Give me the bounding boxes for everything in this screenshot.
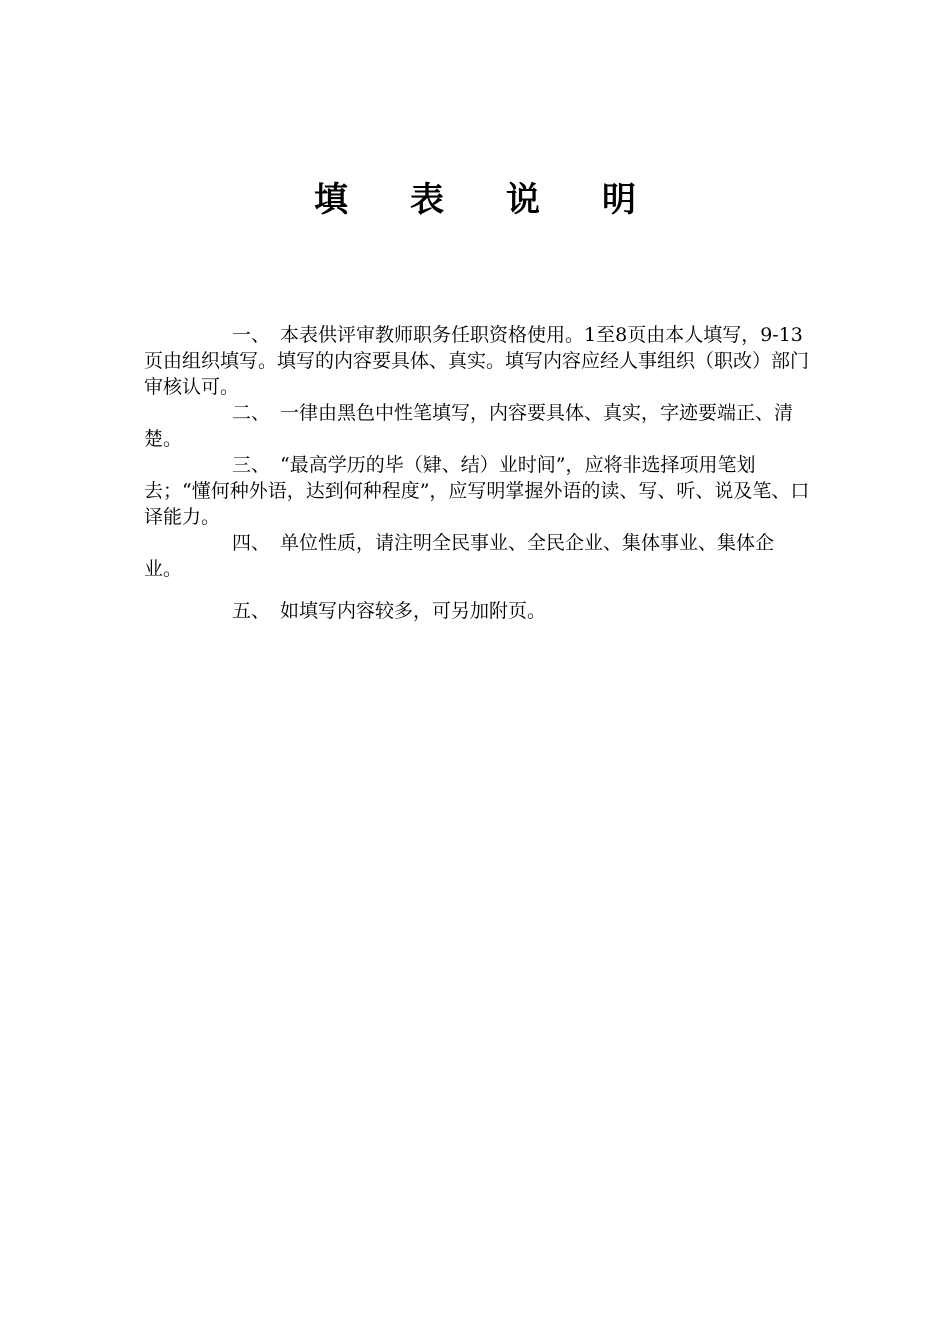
- item-text: 一律由黑色中性笔填写，内容要具体、真实，字迹要端正、清楚。: [144, 402, 794, 450]
- item-number: 二、: [232, 402, 271, 424]
- instruction-item-5: [144, 598, 812, 624]
- item-number: 一、: [232, 324, 271, 346]
- instruction-item-4: [144, 530, 812, 582]
- item-number: 三、: [232, 454, 271, 476]
- instruction-item-1: [144, 322, 812, 400]
- item-text: 本表供评审教师职务任职资格使用。1至8页由本人填写，9-13页由组织填写。填写的内容要具体、真实。填写内容应经人事组织（职改）部门审核认可。: [144, 324, 810, 398]
- item-number: 五、: [232, 600, 271, 622]
- instruction-item-2: [144, 400, 812, 452]
- instruction-item-3: [144, 452, 812, 530]
- item-text: “最高学历的毕（肄、结）业时间”，应将非选择项用笔划去；“懂何种外语，达到何种程度”，应写明掌握外语的读、写、听、说及笔、口译能力。: [144, 454, 810, 528]
- instructions-body: [144, 322, 812, 624]
- page-title: 填表说明: [314, 180, 698, 220]
- item-text: 如填写内容较多，可另加附页。: [280, 600, 547, 622]
- item-number: 四、: [232, 532, 271, 554]
- item-text: 单位性质，请注明全民事业、全民企业、集体事业、集体企业。: [144, 532, 775, 580]
